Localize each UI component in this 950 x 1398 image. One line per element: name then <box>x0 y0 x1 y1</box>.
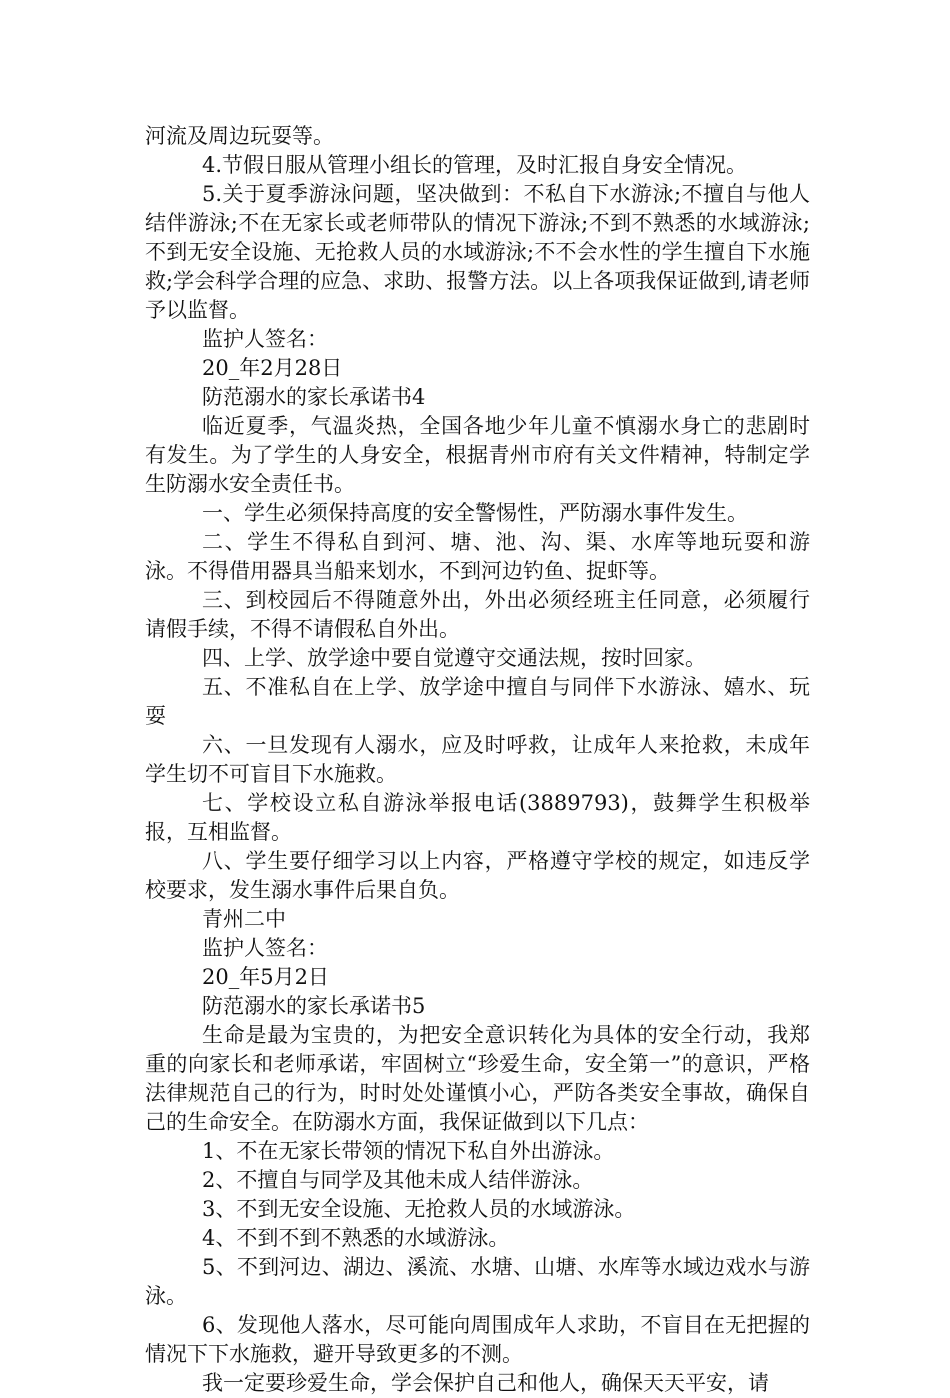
paragraph: 20_年5月2日 <box>202 965 329 989</box>
paragraph: 五、不准私自在上学、放学途中擅自与同伴下水游泳、嬉水、玩耍 <box>145 675 810 728</box>
paragraph: 临近夏季，气温炎热，全国各地少年儿童不慎溺水身亡的悲剧时有发生。为了学生的人身安全，根据青州市府有关文件精神，特制定学生防溺水安全责任书。 <box>145 414 810 496</box>
paragraph: 3、不到无安全设施、无抢救人员的水域游泳。 <box>202 1197 636 1221</box>
paragraph: 1、不在无家长带领的情况下私自外出游泳。 <box>202 1139 615 1163</box>
paragraph: 一、学生必须保持高度的安全警惕性，严防溺水事件发生。 <box>202 501 748 525</box>
paragraph: 生命是最为宝贵的，为把安全意识转化为具体的安全行动，我郑重的向家长和老师承诺，牢固树立“珍爱生命，安全第一”的意识，严格法律规范自己的行为，时时处处谨慎小心，严防各类安全事故，确保自己的生命安全。在防溺水方面，我保证做到以下几点： <box>145 1023 810 1134</box>
paragraph: 四、上学、放学途中要自觉遵守交通法规，按时回家。 <box>202 646 706 670</box>
paragraph: 4.节假日服从管理小组长的管理，及时汇报自身安全情况。 <box>202 153 748 177</box>
paragraph: 青州二中 <box>202 907 286 931</box>
paragraph: 监护人签名： <box>202 327 328 351</box>
paragraph: 监护人签名： <box>202 936 328 960</box>
paragraph: 6、发现他人落水，尽可能向周围成年人求助，不盲目在无把握的情况下下水施救，避开导致更多的不测。 <box>145 1313 810 1366</box>
document-body <box>145 122 810 1398</box>
paragraph: 5.关于夏季游泳问题，坚决做到：不私自下水游泳;不擅自与他人结伴游泳;不在无家长或老师带队的情况下游泳;不到不熟悉的水域游泳;不到无安全设施、无抢救人员的水域游泳;不不会水性的学生擅自下水施救;学会科学合理的应急、求助、报警方法。以上各项我保证做到,请老师予以监督。 <box>145 182 810 322</box>
paragraph: 我一定要珍爱生命，学会保护自己和他人，确保天天平安，请 <box>202 1371 769 1395</box>
paragraph: 七、学校设立私自游泳举报电话(3889793)，鼓舞学生积极举报，互相监督。 <box>145 791 810 844</box>
paragraph: 防范溺水的家长承诺书4 <box>202 385 426 409</box>
paragraph: 六、一旦发现有人溺水，应及时呼救，让成年人来抢救，未成年学生切不可盲目下水施救。 <box>145 733 810 786</box>
paragraph: 5、不到河边、湖边、溪流、水塘、山塘、水库等水域边戏水与游泳。 <box>145 1255 810 1308</box>
paragraph: 河流及周边玩耍等。 <box>145 124 334 148</box>
paragraph: 二、学生不得私自到河、塘、池、沟、渠、水库等地玩耍和游泳。不得借用器具当船来划水，不到河边钓鱼、捉虾等。 <box>145 530 810 583</box>
paragraph: 三、到校园后不得随意外出，外出必须经班主任同意，必须履行请假手续，不得不请假私自外出。 <box>145 588 810 641</box>
paragraph: 4、不到不到不熟悉的水域游泳。 <box>202 1226 510 1250</box>
paragraph: 八、学生要仔细学习以上内容，严格遵守学校的规定，如违反学校要求，发生溺水事件后果自负。 <box>145 849 810 902</box>
paragraph: 2、不擅自与同学及其他未成人结伴游泳。 <box>202 1168 594 1192</box>
paragraph: 防范溺水的家长承诺书5 <box>202 994 426 1018</box>
paragraph: 20_年2月28日 <box>202 356 343 380</box>
